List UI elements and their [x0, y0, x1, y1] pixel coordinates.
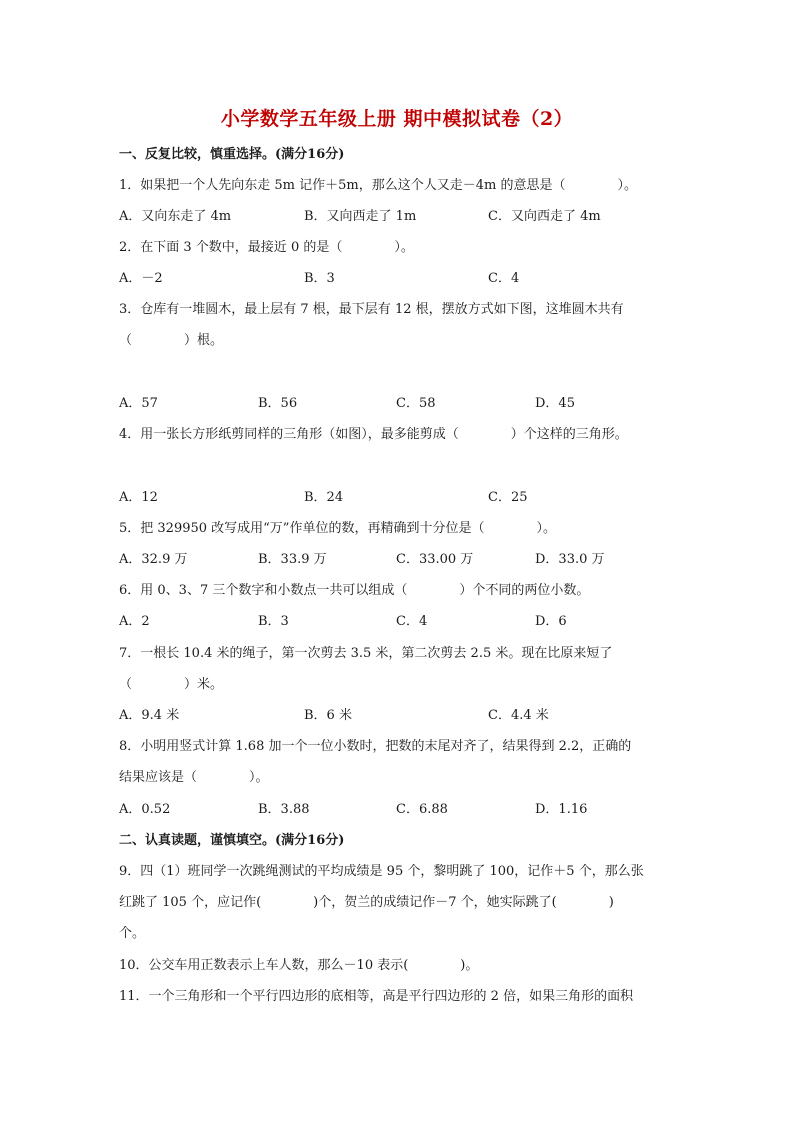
question-2: 2．在下面 3 个数中，最接近 0 的是（ ）。 — [119, 240, 414, 255]
q6-option-c: C．4 — [396, 614, 428, 629]
section-heading-choice: 一、反复比较，慎重选择。(满分16分) — [119, 147, 345, 162]
question-9-line-3: 个。 — [119, 926, 146, 941]
q8-option-c: C．6.88 — [396, 802, 448, 817]
q4-option-b: B．24 — [304, 490, 344, 505]
page-title: 小学数学五年级上册 期中模拟试卷（2） — [220, 108, 574, 130]
q5-option-c: C．33.00 万 — [396, 552, 474, 567]
q3-option-d: D．45 — [535, 396, 575, 411]
q1-option-a: A．又向东走了 4m — [119, 209, 232, 224]
q5-option-b: B．33.9 万 — [258, 552, 327, 567]
q7-option-b: B．6 米 — [304, 708, 352, 723]
q3-option-c: C．58 — [396, 396, 436, 411]
question-8-line-2: 结果应该是（ ）。 — [119, 770, 269, 785]
q3-option-a: A．57 — [119, 396, 158, 411]
question-3-line-2: （ ）根。 — [119, 333, 224, 348]
q2-option-b: B．3 — [304, 271, 335, 286]
q7-option-a: A．9.4 米 — [119, 708, 180, 723]
question-6: 6．用 0、3、7 三个数字和小数点一共可以组成（ ）个不同的两位小数。 — [119, 583, 590, 598]
question-3-line-1: 3．仓库有一堆圆木，最上层有 7 根，最下层有 12 根，摆放方式如下图，这堆圆木共有 — [119, 302, 624, 317]
q6-option-b: B．3 — [258, 614, 289, 629]
q1-option-c: C．又向西走了 4m — [488, 209, 601, 224]
question-5: 5．把 329950 改写成用“万”作单位的数，再精确到十分位是（ ）。 — [119, 521, 556, 536]
question-9-line-2: 红跳了 105 个，应记作( )个，贺兰的成绩记作－7 个，她实际跳了( ) — [119, 895, 614, 910]
q8-option-d: D．1.16 — [535, 802, 588, 817]
q5-option-a: A．32.9 万 — [119, 552, 188, 567]
q8-option-b: B．3.88 — [258, 802, 310, 817]
question-9-line-1: 9．四（1）班同学一次跳绳测试的平均成绩是 95 个，黎明跳了 100，记作＋5 个，那么张 — [119, 864, 644, 879]
question-4: 4．用一张长方形纸剪同样的三角形（如图），最多能剪成（ ）个这样的三角形。 — [119, 427, 628, 442]
q6-option-a: A．2 — [119, 614, 150, 629]
question-7-line-1: 7．一根长 10.4 米的绳子，第一次剪去 3.5 米，第二次剪去 2.5 米。现在比原来短了 — [119, 646, 613, 661]
section-heading-fill: 二、认真读题，谨慎填空。(满分16分) — [119, 833, 345, 848]
q4-option-c: C．25 — [488, 490, 528, 505]
q4-option-a: A．12 — [119, 490, 158, 505]
q6-option-d: D．6 — [535, 614, 567, 629]
q2-option-a: A．－2 — [119, 271, 163, 286]
q8-option-a: A．0.52 — [119, 802, 171, 817]
q7-option-c: C．4.4 米 — [488, 708, 549, 723]
q2-option-c: C．4 — [488, 271, 520, 286]
q3-option-b: B．56 — [258, 396, 298, 411]
question-8-line-1: 8．小明用竖式计算 1.68 加一个一位小数时，把数的末尾对齐了，结果得到 2.2，正确的 — [119, 739, 632, 754]
q5-option-d: D．33.0 万 — [535, 552, 605, 567]
question-10: 10．公交车用正数表示上车人数，那么－10 表示( )。 — [119, 958, 479, 973]
question-11: 11．一个三角形和一个平行四边形的底相等，高是平行四边形的 2 倍，如果三角形的面积 — [119, 989, 634, 1004]
question-1: 1．如果把一个人先向东走 5m 记作＋5m，那么这个人又走－4m 的意思是（ ）。 — [119, 178, 637, 193]
question-7-line-2: （ ）米。 — [119, 677, 224, 692]
q1-option-b: B．又向西走了 1m — [304, 209, 417, 224]
